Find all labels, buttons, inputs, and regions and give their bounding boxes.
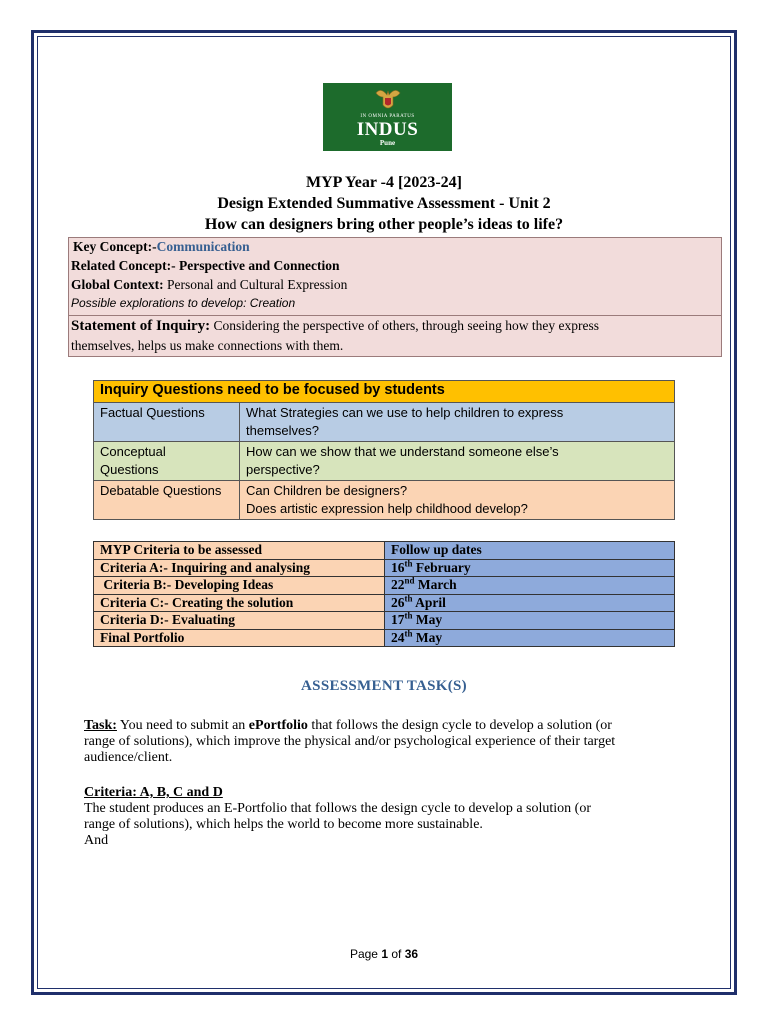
possible-explorations: Possible explorations to develop: Creation [71,296,296,310]
criteria-date: 22nd March [385,577,675,595]
criteria-name: Final Portfolio [94,629,385,647]
criteria-date: 26th April [385,594,675,612]
concepts-box [68,237,722,316]
question-text: How can we show that we understand someone else’s perspective? [240,442,675,481]
page-number: 1 [381,947,388,961]
question-type: Factual Questions [94,403,240,442]
criteria-name: Criteria D:- Evaluating [94,612,385,630]
assessment-heading: ASSESSMENT TASK(S) [301,678,467,694]
table-row [94,559,675,577]
dates-header: Follow up dates [385,542,675,560]
criteria-table [93,541,675,647]
inquiry-questions-table [93,380,675,520]
criteria-date: 24th May [385,629,675,647]
table-row [94,577,675,595]
related-concept: Related Concept:- Perspective and Connection [71,258,340,273]
title-year: MYP Year -4 [2023-24] [306,174,462,191]
soi-text-line2: themselves, helps us make connections with them. [71,338,344,353]
logo-motto: IN OMNIA PARATUS [360,114,415,119]
criteria-name: Criteria A:- Inquiring and analysing [94,559,385,577]
criteria-paragraph: Criteria: A, B, C and D The student produces an E-Portfolio that follows the design cycle to develop a solution (or range of solutions), which helps the world to become more sustainable. And [84,785,591,848]
question-text: Can Children be designers? Does artistic expression help childhood develop? [240,481,675,520]
title-assessment: Design Extended Summative Assessment - Unit 2 [217,195,551,212]
criteria-date: 16th February [385,559,675,577]
criteria-header: MYP Criteria to be assessed [94,542,385,560]
table-row [94,612,675,630]
statement-of-inquiry [68,315,722,357]
logo-name: INDUS [356,119,419,140]
question-text: What Strategies can we use to help children to express themselves? [240,403,675,442]
criteria-date: 17th May [385,612,675,630]
crest-icon [373,87,403,113]
criteria-label: Criteria: A, B, C and D [84,785,223,800]
logo-city: Pune [379,139,396,147]
table-row [94,629,675,647]
title-question: How can designers bring other people’s ideas to life? [204,216,564,233]
table-row [94,403,675,442]
question-type: Debatable Questions [94,481,240,520]
soi-text: Considering the perspective of others, through seeing how they express [210,318,599,333]
page-footer: Page 1 of 36 [349,947,419,961]
soi-label: Statement of Inquiry: [71,318,211,334]
task-label: Task: [84,718,117,733]
table-row [94,481,675,520]
task-paragraph: Task: You need to submit an ePortfolio that follows the design cycle to develop a solution (or range of solutions), which improve the physical and/or psychological experience of their target audience/client. [84,718,616,765]
table-row [94,442,675,481]
key-concept: Key Concept:-Communication [73,239,250,254]
table-row [94,542,675,560]
criteria-name: Criteria C:- Creating the solution [94,594,385,612]
page-total: 36 [404,947,419,961]
global-context: Global Context: Personal and Cultural Expression [71,277,348,292]
inquiry-table-header: Inquiry Questions need to be focused by students [94,381,675,403]
school-logo [323,83,452,151]
criteria-name: Criteria B:- Developing Ideas [94,577,385,595]
question-type: Conceptual Questions [94,442,240,481]
table-row [94,594,675,612]
